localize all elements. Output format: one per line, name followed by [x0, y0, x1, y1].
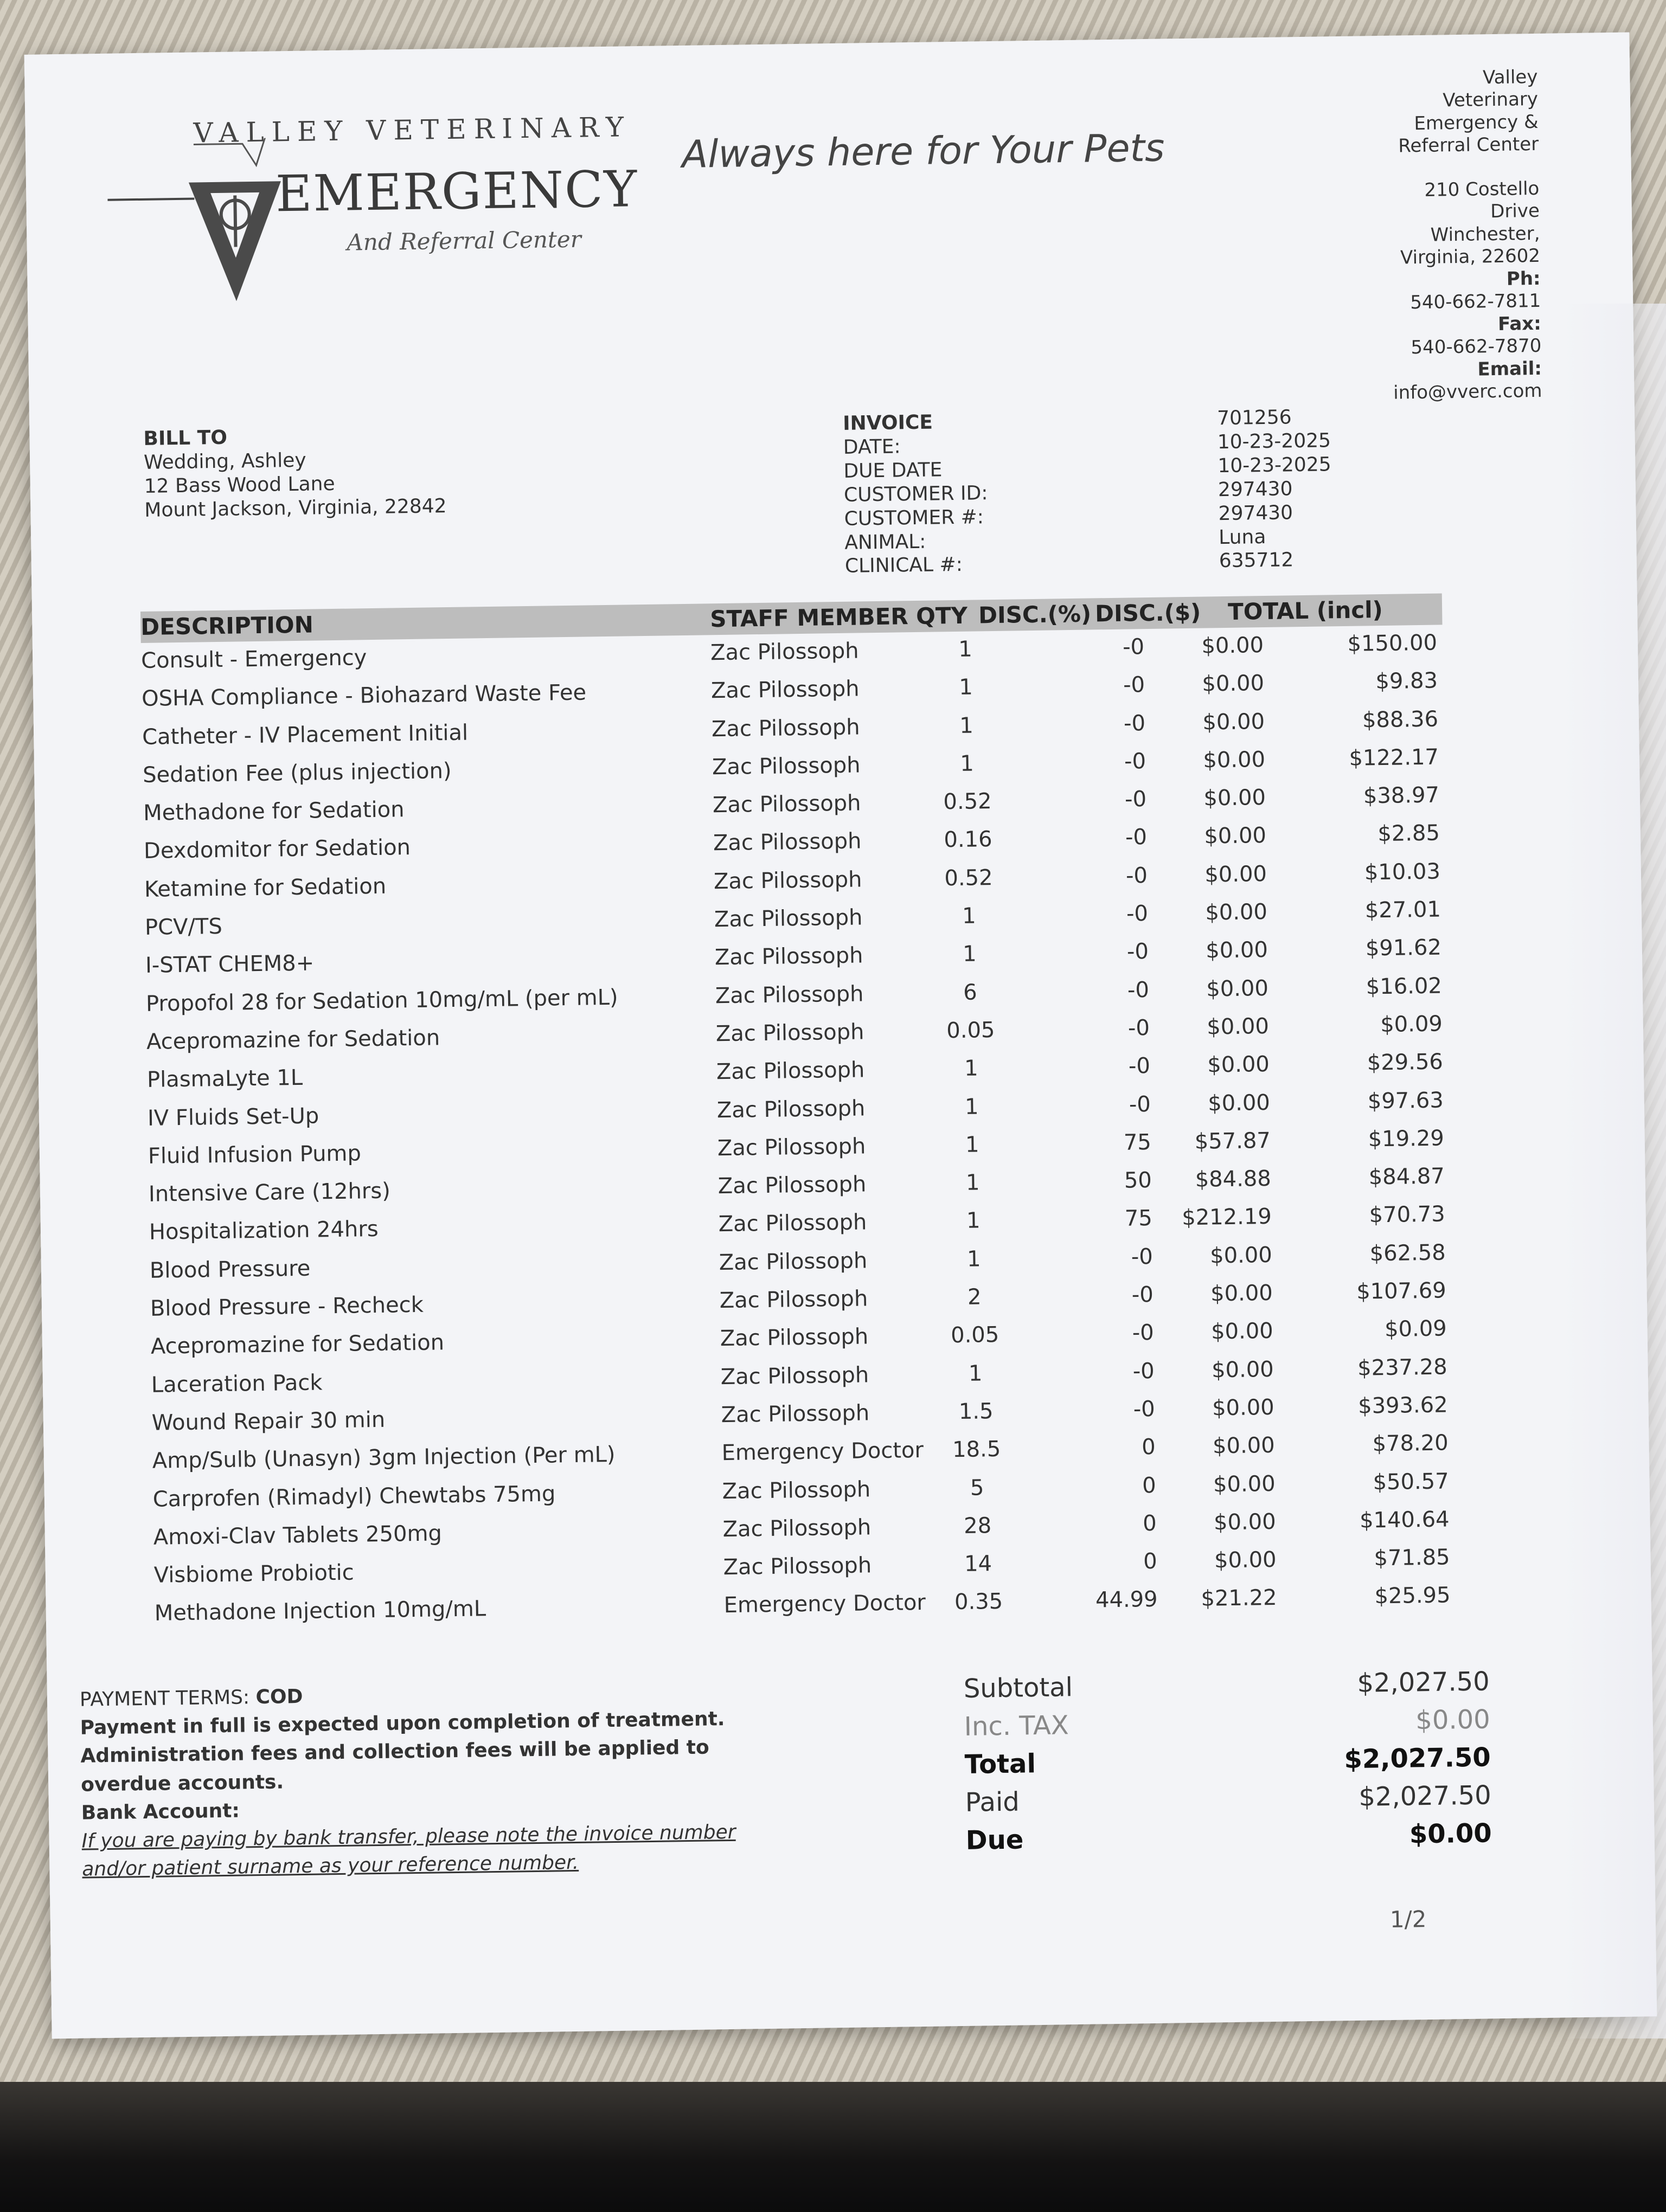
row-total: $122.17 [1349, 744, 1439, 771]
row-staff: Zac Pilossoph [712, 790, 861, 818]
header-description: DESCRIPTION [140, 611, 314, 640]
bank-note-line: If you are paying by bank transfer, please note the invoice number [81, 1821, 736, 1853]
row-disc-dollar: $0.00 [1207, 1052, 1270, 1078]
bank-account-label: Bank Account: [81, 1799, 240, 1824]
tax-label: Inc. TAX [964, 1710, 1069, 1742]
row-disc-pct: -0 [1126, 901, 1149, 927]
row-qty: 1 [965, 1170, 980, 1195]
row-disc-pct: -0 [1122, 634, 1145, 660]
clinic-address-line: Virginia, 22602 [1400, 245, 1541, 269]
row-description: Dexdomitor for Sedation [143, 835, 411, 864]
clinic-logo [106, 111, 651, 314]
row-total: $78.20 [1372, 1430, 1449, 1457]
row-disc-dollar: $0.00 [1207, 1090, 1271, 1116]
row-staff: Zac Pilossoph [711, 715, 860, 742]
row-disc-pct: -0 [1132, 1320, 1155, 1346]
bill-to-city: Mount Jackson, Virginia, 22842 [144, 494, 447, 522]
invoice-label: CUSTOMER ID: [843, 481, 988, 506]
total-value: $2,027.50 [1344, 1742, 1491, 1775]
tax-row [964, 1704, 1490, 1750]
row-total: $25.95 [1374, 1583, 1451, 1609]
invoice-value: Luna [1218, 525, 1266, 549]
invoice-value: 297430 [1218, 501, 1293, 525]
caduceus-triangle-icon [107, 138, 288, 314]
row-total: $29.56 [1367, 1049, 1444, 1076]
row-staff: Zac Pilossoph [716, 1057, 865, 1085]
row-disc-pct: 75 [1123, 1129, 1152, 1155]
row-total: $62.58 [1369, 1240, 1446, 1266]
invoice-labels [843, 410, 989, 578]
row-total: $9.83 [1375, 668, 1438, 695]
row-staff: Emergency Doctor [723, 1590, 926, 1618]
row-description: Blood Pressure - Recheck [150, 1292, 424, 1321]
row-qty: 1 [965, 1132, 979, 1158]
row-total: $38.97 [1363, 782, 1440, 809]
row-disc-pct: -0 [1131, 1282, 1154, 1308]
row-staff: Zac Pilossoph [715, 1019, 864, 1047]
row-qty: 0.16 [944, 827, 992, 853]
row-staff: Emergency Doctor [721, 1438, 924, 1466]
invoice-label: ANIMAL: [844, 530, 926, 554]
row-staff: Zac Pilossoph [721, 1400, 870, 1428]
row-staff: Zac Pilossoph [713, 828, 862, 856]
row-qty: 0.35 [954, 1589, 1003, 1615]
terms-value: COD [255, 1685, 303, 1709]
row-description: PCV/TS [144, 914, 223, 940]
row-total: $0.09 [1384, 1316, 1447, 1342]
row-total: $0.09 [1380, 1011, 1443, 1038]
total-label: Total [964, 1748, 1036, 1780]
row-description: I-STAT CHEM8+ [145, 950, 315, 979]
row-qty: 1 [959, 713, 974, 738]
row-description: Acepromazine for Sedation [146, 1025, 440, 1054]
row-disc-pct: 0 [1142, 1472, 1156, 1498]
row-total: $140.64 [1359, 1507, 1450, 1533]
paid-value: $2,027.50 [1359, 1780, 1492, 1812]
row-disc-dollar: $0.00 [1204, 861, 1267, 888]
row-disc-pct: -0 [1131, 1244, 1154, 1270]
paid-label: Paid [965, 1786, 1020, 1818]
row-qty: 1 [962, 941, 977, 967]
row-total: $107.69 [1356, 1278, 1446, 1304]
row-qty: 6 [963, 980, 977, 1005]
row-description: Intensive Care (12hrs) [148, 1178, 391, 1207]
row-qty: 1 [962, 903, 976, 929]
row-disc-pct: 0 [1143, 1549, 1157, 1574]
row-disc-pct: -0 [1128, 1053, 1151, 1079]
header-total: TOTAL (incl) [1227, 596, 1383, 625]
row-description: Methadone Injection 10mg/mL [154, 1596, 486, 1626]
row-qty: 28 [963, 1513, 992, 1539]
row-disc-dollar: $0.00 [1209, 1242, 1273, 1269]
row-description: IV Fluids Set-Up [147, 1103, 319, 1131]
terms-label: PAYMENT TERMS: [79, 1686, 250, 1711]
row-description: Acepromazine for Sedation [150, 1330, 445, 1360]
bill-to-heading: BILL TO [143, 426, 228, 450]
row-description: Carprofen (Rimadyl) Chewtabs 75mg [152, 1481, 556, 1512]
row-total: $150.00 [1347, 630, 1438, 657]
row-description: Visbiome Probiotic [153, 1560, 355, 1588]
row-description: OSHA Compliance - Biohazard Waste Fee [141, 680, 587, 712]
row-disc-dollar: $0.00 [1213, 1471, 1276, 1497]
bill-to-block [143, 423, 447, 522]
clinic-name-line: Veterinary [1443, 88, 1539, 112]
row-description: Sedation Fee (plus injection) [142, 758, 452, 788]
row-disc-pct: -0 [1127, 977, 1150, 1003]
row-staff: Zac Pilossoph [722, 1515, 872, 1542]
row-disc-pct: -0 [1124, 748, 1146, 774]
clinic-name-line: Emergency & [1414, 111, 1539, 135]
header-disc-pct: DISC.(%) [978, 600, 1092, 629]
totals-summary [963, 1666, 1492, 1863]
logo-main-text: EMERGENCY [275, 160, 638, 223]
email-label: Email: [1477, 357, 1542, 381]
row-disc-dollar: $0.00 [1203, 747, 1266, 773]
row-disc-pct: -0 [1127, 1015, 1150, 1041]
row-total: $10.03 [1364, 859, 1441, 885]
row-disc-dollar: $0.00 [1211, 1356, 1274, 1383]
row-staff: Zac Pilossoph [710, 638, 859, 666]
row-qty: 1 [958, 636, 973, 662]
clinic-address-line: Winchester, [1430, 222, 1540, 246]
dark-background [0, 2082, 1666, 2212]
row-staff: Zac Pilossoph [722, 1476, 871, 1504]
invoice-label: INVOICE [842, 411, 933, 435]
row-disc-dollar: $0.00 [1205, 899, 1268, 925]
header-disc-dollar: DISC.($) [1094, 599, 1201, 627]
row-disc-dollar: $0.00 [1210, 1319, 1274, 1345]
row-disc-dollar: $0.00 [1202, 671, 1265, 697]
clinic-address-line: Drive [1490, 200, 1540, 223]
row-disc-dollar: $0.00 [1207, 1013, 1270, 1040]
row-staff: Zac Pilossoph [719, 1286, 868, 1314]
fax-value: 540-662-7870 [1411, 335, 1542, 359]
row-disc-pct: 50 [1124, 1168, 1152, 1193]
row-staff: Zac Pilossoph [712, 753, 861, 780]
row-disc-dollar: $212.19 [1182, 1204, 1272, 1231]
row-disc-pct: -0 [1123, 672, 1145, 698]
row-staff: Zac Pilossoph [720, 1362, 869, 1390]
row-disc-dollar: $0.00 [1201, 633, 1264, 659]
row-disc-dollar: $0.00 [1213, 1509, 1276, 1535]
row-disc-pct: 0 [1141, 1435, 1156, 1460]
row-total: $50.57 [1373, 1468, 1449, 1495]
row-qty: 18.5 [952, 1437, 1001, 1463]
row-qty: 0.05 [950, 1322, 999, 1348]
row-qty: 1 [968, 1361, 983, 1386]
row-total: $27.01 [1364, 897, 1441, 923]
invoice-value: 297430 [1218, 477, 1293, 501]
row-total: $71.85 [1374, 1545, 1450, 1571]
invoice-sheet [24, 33, 1657, 2039]
row-qty: 1.5 [958, 1399, 994, 1424]
due-row [965, 1818, 1492, 1863]
invoice-value: 10-23-2025 [1218, 453, 1331, 477]
row-disc-pct: 44.99 [1095, 1587, 1158, 1613]
row-description: Propofol 28 for Sedation 10mg/mL (per mL) [145, 985, 618, 1017]
bank-note-line: and/or patient surname as your reference number. [82, 1851, 579, 1881]
logo-top-text: VALLEY VETERINARY [193, 111, 632, 149]
row-disc-dollar: $0.00 [1202, 709, 1265, 735]
row-qty: 1 [966, 1246, 981, 1272]
tax-value: $0.00 [1415, 1704, 1491, 1736]
row-description: Blood Pressure [149, 1256, 311, 1283]
row-total: $19.29 [1368, 1126, 1445, 1152]
invoice-value: 635712 [1219, 549, 1294, 573]
phone-value: 540-662-7811 [1410, 290, 1541, 314]
row-disc-dollar: $0.00 [1210, 1280, 1273, 1307]
row-staff: Zac Pilossoph [716, 1095, 866, 1123]
row-description: Ketamine for Sedation [144, 873, 387, 902]
row-total: $16.02 [1366, 973, 1443, 1000]
terms-line: Administration fees and collection fees will be applied to [80, 1736, 709, 1768]
row-disc-dollar: $0.00 [1214, 1547, 1277, 1573]
bill-to-name: Wedding, Ashley [143, 449, 306, 474]
row-staff: Zac Pilossoph [714, 943, 863, 970]
due-value: $0.00 [1409, 1818, 1492, 1850]
row-qty: 1 [964, 1094, 979, 1120]
payment-terms [80, 1677, 736, 1884]
row-disc-dollar: $0.00 [1206, 937, 1268, 963]
row-qty: 2 [967, 1284, 982, 1310]
bill-to-street: 12 Bass Wood Lane [144, 472, 335, 498]
row-description: Consult - Emergency [140, 645, 367, 673]
row-disc-dollar: $84.88 [1195, 1166, 1272, 1193]
clinic-name-line: Valley [1482, 66, 1538, 89]
row-description: Amoxi-Clav Tablets 250mg [153, 1521, 443, 1550]
row-total: $393.62 [1357, 1392, 1448, 1419]
row-description: Fluid Infusion Pump [148, 1141, 362, 1169]
row-disc-pct: 75 [1124, 1206, 1153, 1232]
invoice-value: 10-23-2025 [1217, 429, 1331, 454]
fax-label: Fax: [1497, 312, 1542, 335]
row-disc-pct: -0 [1124, 787, 1147, 812]
row-staff: Zac Pilossoph [717, 1134, 866, 1161]
invoice-label: CUSTOMER #: [844, 505, 984, 530]
invoice-value: 701256 [1216, 406, 1292, 430]
phone-label: Ph: [1506, 267, 1541, 290]
row-disc-dollar: $0.00 [1203, 785, 1266, 811]
row-qty: 1 [959, 751, 975, 776]
row-disc-dollar: $0.00 [1212, 1433, 1275, 1459]
row-qty: 14 [964, 1551, 992, 1577]
row-disc-pct: -0 [1133, 1396, 1155, 1422]
row-staff: Zac Pilossoph [720, 1324, 869, 1352]
row-staff: Zac Pilossoph [717, 1172, 867, 1199]
subtotal-row [963, 1666, 1490, 1712]
row-qty: 0.52 [943, 789, 992, 815]
row-staff: Zac Pilossoph [710, 676, 860, 704]
row-total: $97.63 [1367, 1088, 1444, 1114]
table-body [141, 625, 1456, 1634]
row-staff: Zac Pilossoph [723, 1553, 872, 1580]
logo-sub-text: And Referral Center [347, 226, 582, 256]
row-disc-pct: -0 [1125, 825, 1148, 851]
row-staff: Zac Pilossoph [713, 867, 862, 895]
row-qty: 5 [970, 1475, 984, 1501]
row-disc-dollar: $0.00 [1206, 975, 1269, 1002]
clinic-address-line: 210 Costello [1424, 177, 1540, 201]
row-staff: Zac Pilossoph [719, 1248, 868, 1275]
terms-line: Payment in full is expected upon completion of treatment. [80, 1708, 725, 1739]
invoice-values [1217, 405, 1332, 573]
invoice-label: CLINICAL #: [844, 554, 963, 578]
row-description: Amp/Sulb (Unasyn) 3gm Injection (Per mL) [152, 1442, 616, 1474]
tagline: Always here for Your Pets [681, 125, 1165, 177]
header-qty: QTY [915, 602, 968, 629]
due-label: Due [965, 1824, 1024, 1856]
row-disc-dollar: $0.00 [1204, 823, 1267, 850]
invoice-label: DATE: [843, 435, 901, 459]
row-staff: Zac Pilossoph [714, 905, 863, 933]
row-total: $88.36 [1362, 706, 1439, 733]
header-staff: STAFF MEMBER [709, 603, 909, 633]
row-qty: 1 [964, 1056, 978, 1082]
row-description: Wound Repair 30 min [151, 1407, 386, 1436]
row-disc-dollar: $57.87 [1194, 1128, 1271, 1154]
row-total: $237.28 [1357, 1354, 1447, 1381]
row-description: Methadone for Sedation [143, 797, 405, 826]
row-description: PlasmaLyte 1L [146, 1065, 303, 1093]
subtotal-value: $2,027.50 [1357, 1666, 1490, 1699]
email-value: info@vverc.com [1393, 380, 1542, 404]
row-disc-dollar: $0.00 [1212, 1394, 1274, 1421]
row-total: $70.73 [1369, 1201, 1446, 1228]
row-disc-pct: -0 [1129, 1091, 1151, 1117]
row-staff: Zac Pilossoph [715, 981, 864, 1008]
row-disc-dollar: $21.22 [1201, 1585, 1277, 1612]
row-disc-pct: -0 [1132, 1358, 1155, 1384]
row-total: $84.87 [1368, 1163, 1445, 1190]
subtotal-label: Subtotal [963, 1672, 1073, 1704]
row-staff: Zac Pilossoph [718, 1210, 867, 1237]
paid-row [965, 1780, 1491, 1825]
row-qty: 1 [966, 1208, 981, 1234]
row-qty: 1 [959, 674, 973, 700]
row-total: $2.85 [1377, 821, 1440, 847]
invoice-label: DUE DATE [843, 459, 943, 483]
row-disc-pct: -0 [1125, 863, 1148, 889]
row-description: Laceration Pack [151, 1370, 323, 1398]
row-disc-pct: 0 [1142, 1510, 1157, 1536]
row-qty: 0.52 [944, 865, 993, 891]
row-disc-pct: -0 [1123, 710, 1146, 736]
line-items-table [140, 593, 1456, 1634]
row-disc-pct: -0 [1126, 939, 1149, 964]
clinic-name-line: Referral Center [1398, 133, 1539, 157]
plastic-sleeve [1562, 304, 1666, 2039]
row-description: Hospitalization 24hrs [149, 1217, 379, 1245]
total-row [964, 1742, 1491, 1787]
row-description: Catheter - IV Placement Initial [142, 720, 469, 750]
clinic-info [1321, 66, 1542, 406]
terms-line: overdue accounts. [80, 1771, 284, 1796]
page-number: 1/2 [1389, 1906, 1427, 1933]
row-qty: 0.05 [946, 1017, 995, 1044]
row-total: $91.62 [1365, 935, 1442, 961]
